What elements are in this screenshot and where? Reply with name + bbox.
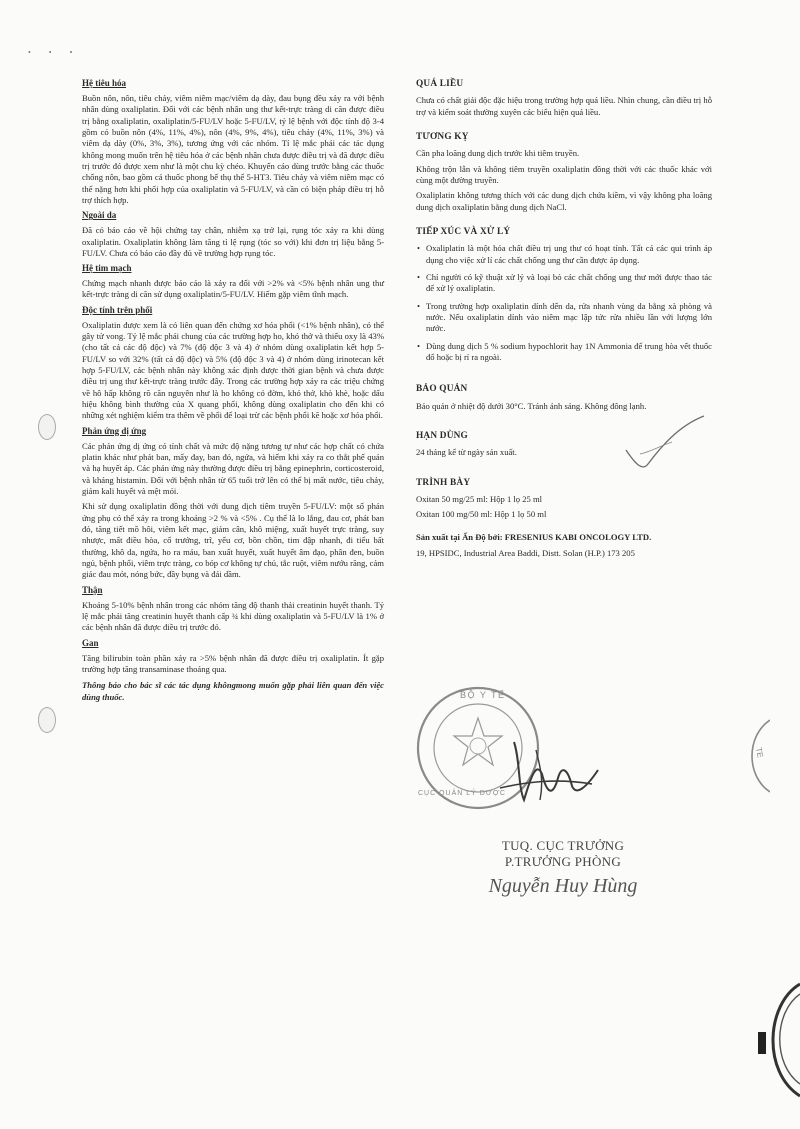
incompatibility-paragraph: Không trộn lẫn và không tiêm truyền oxaliplatin đồng thời với các thuốc khác với cùng một đường truyền. xyxy=(416,163,712,185)
checkmark-scribble xyxy=(620,412,710,482)
section-heading: Hệ tiêu hóa xyxy=(82,78,126,88)
section-paragraph: Oxaliplatin được xem là có liên quan đến chứng xơ hóa phổi (<1% bệnh nhân), có thể gây tử vong. Tỷ lệ mắc phải chung của các trường hợp ho, khó thở và thiếu oxy là 43% (cho tất cả các độ độc) và 7% (độ độc 3 và 4) ở nhóm dùng oxaliplatin kết hợp 5-FU/LV so với 32% (tất cả độ độc) và 5% (độ độc 3 và 4) ở nhóm dùng irinotecan kết hợp 5-FU/LV, các bệnh nhân này không xác định được thời gian bệnh và chưa được điều trị ung thư kết-trực tràng trước đây. Trong các trường hợp xảy ra các triệu chứng về hô hấp không rõ căn nguyên như là ho không có đờm, khó thở, khò khè, hoặc dấu hiệu không bình thường của X quang phổi, không dùng oxaliplatin cho đến khi có những xét nghiệm kiểm tra thêm về phổi để loại trừ các bệnh phổi kẽ hoặc xơ hóa phổi. xyxy=(82,319,384,421)
handling-heading: TIẾP XÚC VÀ XỬ LÝ xyxy=(416,226,511,237)
section-paragraph: Đã có báo cáo về hội chứng tay chân, nhiễm xạ trở lại, rụng tóc xảy ra khi dùng oxaliplatin. Oxaliplatin không làm tăng tỉ lệ rụng (tóc so với) khi đơn trị liệu bằng 5-FU/LV. Chưa có báo cáo đầy đủ về trường hợp rụng tóc. xyxy=(82,225,384,258)
punch-hole xyxy=(38,414,56,440)
right-column xyxy=(416,78,712,559)
section-heading: Ngoài da xyxy=(82,210,117,221)
section-paragraph: Khoảng 5-10% bệnh nhân trong các nhóm tăng độ thanh thải creatinin huyết thanh. Tỷ lệ mắc phải tăng creatinin huyết thanh cấp ¾ khi dùng oxaliplatin và 5-FU/LV là 1% ở các bệnh nhân đã được điều trị trước đó. xyxy=(82,599,384,633)
storage-text: Bảo quản ở nhiệt độ dưới 30°C. Tránh ánh sáng. Không đông lạnh. xyxy=(416,400,647,411)
section-skin xyxy=(82,210,384,259)
section-heading: Độc tính trên phổi xyxy=(82,304,153,315)
shelf-life-heading: HẠN DÙNG xyxy=(416,430,468,441)
presentation-line: Oxitan 50 mg/25 ml: Hộp 1 lọ 25 ml xyxy=(416,493,543,504)
section-kidney xyxy=(82,585,384,634)
svg-text:TE: TE xyxy=(754,746,765,759)
punch-hole xyxy=(38,707,56,733)
section-liver xyxy=(82,638,384,676)
edge-stamp-fragment xyxy=(730,716,770,796)
handwritten-signature xyxy=(496,730,606,820)
list-item: • Oxaliplatin là một hóa chất điều trị ung thư có hoạt tính. Tất cả các qui trình áp dụng cho việc xử lí các chất chống ung thư cần được áp dụng. xyxy=(426,243,712,266)
scan-mark: • • • xyxy=(28,48,81,57)
section-heading: Thận xyxy=(82,584,103,595)
list-item: • Dùng dung dịch 5 % sodium hypochlorit hay 1N Ammonia để trung hòa vết thuốc đổ hoặc bị rỉ ra ngoài. xyxy=(426,341,712,364)
section-paragraph: Tăng bilirubin toàn phần xảy ra >5% bệnh nhân đã được điều trị oxaliplatin. Ít gặp trường hợp tăng transaminase thoáng qua. xyxy=(82,652,384,674)
section-heading: Gan xyxy=(82,637,99,648)
section-heading: Hệ tim mạch xyxy=(82,263,132,274)
section-paragraph: Khi sử dụng oxaliplatin đồng thời với dung dịch tiêm truyền 5-FU/LV: một số phản ứng phụ có thể xảy ra trong khoảng >2 % và <5% . Cụ thể là lo lắng, đau cơ, phát ban đỏ, tăng tiết mồ hôi, viêm kết mạc, giảm cân, khô miệng, xuất huyết trực tràng, suy nhược, mất điều hòa, cổ trướng, trĩ, yếu cơ, bồn chồn, tim đập nhanh, đi tiểu bất thường, khô da, ngứa, ho ra máu, ban xuất huyết, xuất huyết âm đạo, phân đen, buồn ngủ, bệnh phổi, viêm trực tràng, co bóp cơ không tự chủ, tắc ruột, viêm nướu răng, cảm giác đau mót, nóng bức, đầy bụng và đái dầm. xyxy=(82,501,384,580)
stamp-text-bottom: CỤC QUẢN LÝ DƯỢC xyxy=(418,790,506,797)
approval-title: TUQ. CỤC TRƯỞNG xyxy=(501,838,625,853)
section-digestive xyxy=(82,78,384,206)
incompatibility-paragraph: Oxaliplatin không tương thích với các dung dịch chứa kiềm, vì vậy không pha loãng dung dịch oxaliplatin bằng dung dịch NaCl. xyxy=(416,190,712,212)
section-paragraph: Các phản ứng dị ứng có tính chất và mức độ nặng tương tự như các hợp chất có chứa platin khác như phát ban, mẩy đay, ban đỏ, ngứa, và hiếm khi xảy ra co thắt phế quản và hạ huyết áp. Các phản ứng này thường được điều trị bằng epinephrin, corticosteroid, và kháng histamin. Đối với bệnh nhân từ 65 tuổi trở lên có thể bị mất nước, tiêu chảy, giảm kali huyết và mệt mỏi. xyxy=(82,440,384,496)
closing-note: Thông báo cho bác sĩ các tác dụng khôngmong muốn gặp phải liên quan đến việc dùng thuốc. xyxy=(82,680,384,702)
stamp-fragment-bottom xyxy=(748,980,800,1100)
incompatibility-heading: TƯƠNG KỴ xyxy=(416,131,469,142)
section-paragraph: Buồn nôn, nôn, tiêu chảy, viêm niêm mạc/viêm dạ dày, đau bụng đều xảy ra với bệnh nhân dùng oxaliplatin. Đối với các bệnh nhân ung thư kết-trực tràng di căn được điều trị bằng oxaliplatin, oxaliplatin/5-FU/LV hoặc 5-FU/LV, tỷ lệ bệnh với độc tính độ 3-4 gồm có buồn nôn (4%, 11%, 4%), nôn (4%, 9%, 4%), tiêu chảy (4%, 11%, 3%) và viêm dạ dày (0%, 3%, 3%), tương ứng với các nhóm. Tỉ lệ mắc phải các tác dụng không mong muốn trên hệ tiêu hóa ở các bệnh nhân chưa được điều trị và đã được điều trị trước đó được xem như là một chu kỳ chéo. Khuyến cáo dùng trước bằng các thuốc chống nôn, bao gồm cả thuốc phong bế thụ thể 5-HT3. Tiêu chảy và viêm niêm mạc có thể nặng hơn khi phối hợp của oxaliplatin và 5-FU/LV, và cần có biện pháp điều trị hỗ trợ thích hợp. xyxy=(82,92,384,205)
manufacturer-line: Sản xuất tại Ấn Độ bởi: FRESENIUS KABI ONCOLOGY LTD. xyxy=(416,532,652,543)
section-cardio xyxy=(82,263,384,301)
list-item: • Chỉ người có kỹ thuật xử lý và loại bỏ các chất chống ung thư mới được thao tác để xử lý oxaliplatin. xyxy=(426,272,712,295)
stamp-text-top: BỘ Y TẾ xyxy=(460,690,506,700)
incompatibility-paragraph: Cần pha loãng dung dịch trước khi tiêm truyền. xyxy=(416,148,580,159)
section-paragraph: Chứng mạch nhanh được báo cáo là xảy ra đối với >2% và <5% bệnh nhân ung thư kết-trực tràng di căn sử dụng oxaliplatin/5-FU/LV. Hiếm gặp viêm tĩnh mạch. xyxy=(82,278,384,300)
left-column xyxy=(82,78,384,703)
signatory-name: Nguyễn Huy Hùng xyxy=(488,874,638,897)
storage-heading: BẢO QUẢN xyxy=(416,384,468,395)
section-allergy xyxy=(82,426,384,581)
approval-subtitle: P.TRƯỞNG PHÒNG xyxy=(504,854,622,870)
presentation-heading: TRÌNH BÀY xyxy=(416,477,471,488)
section-heading: Phản ứng dị ứng xyxy=(82,425,147,436)
overdose-text: Chưa có chất giải độc đặc hiệu trong trường hợp quá liều. Nhìn chung, cần điều trị hỗ trợ và kiểm soát thường xuyên các biểu hiện quá liều. xyxy=(416,95,712,117)
handling-list xyxy=(416,243,712,363)
approval-block xyxy=(458,838,668,898)
shelf-life-text: 24 tháng kể từ ngày sản xuất. xyxy=(416,447,517,458)
presentation-line: Oxitan 100 mg/50 ml: Hộp 1 lọ 50 ml xyxy=(416,509,547,520)
list-item: • Trong trường hợp oxaliplatin dính dến da, rửa nhanh vùng da bằng xà phòng và nước. Nếu oxaliplatin dính vào niêm mạc lập tức rửa nhiều lần với lượng lớn nước. xyxy=(426,301,712,335)
overdose-heading: QUÁ LIỀU xyxy=(416,79,464,89)
manufacturer-address: 19, HPSIDC, Industrial Area Baddi, Distt. Solan (H.P.) 173 205 xyxy=(416,547,635,558)
section-lung xyxy=(82,305,384,422)
